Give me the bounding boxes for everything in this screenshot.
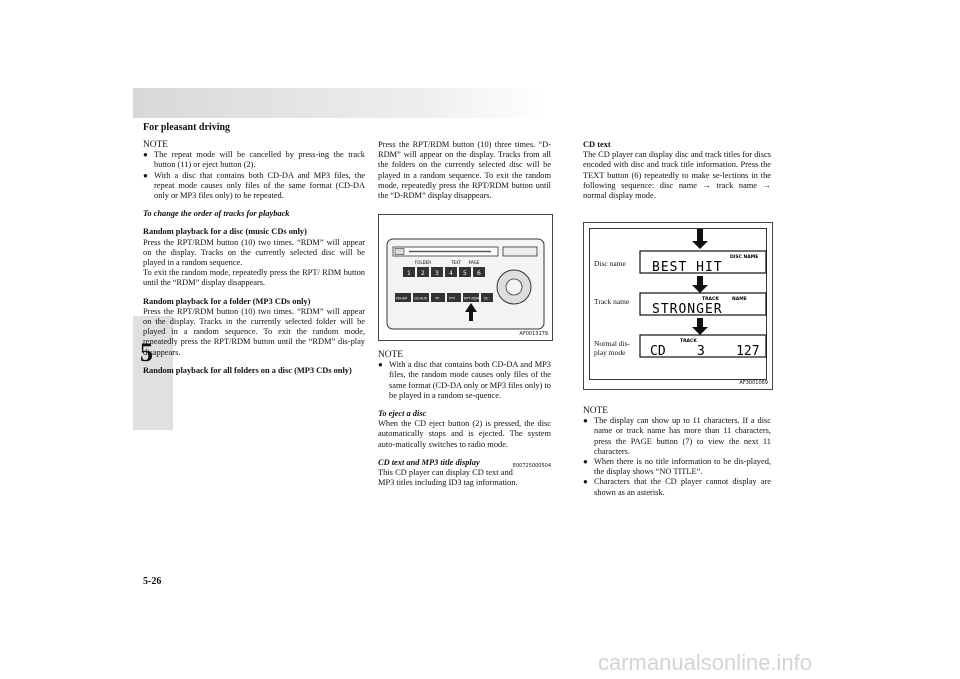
column-2-lower [378, 350, 551, 488]
bottom-button-label: PTY [449, 296, 456, 301]
chapter-number: 5 [140, 338, 153, 367]
figure-code: AF0013179 [519, 331, 548, 337]
cdtext-heading-text: CD text and MP3 title display [378, 457, 480, 467]
preset-label: 4 [449, 270, 453, 277]
lcd-name-tag: NAME [732, 297, 747, 302]
bottom-button-label: FM·AM [396, 296, 408, 301]
header-band [133, 88, 545, 118]
subheading: Random playback for a folder (MP3 CDs only) [143, 296, 311, 306]
arrow-down-icon [692, 276, 708, 293]
note-title: NOTE [143, 140, 168, 150]
label-normal-1: Normal dis- [594, 339, 631, 348]
bottom-button-label: CD·AUX [414, 296, 428, 301]
section-heading: To change the order of tracks for playback [143, 209, 290, 219]
preset-label: 1 [407, 270, 411, 277]
radio-illustration [379, 215, 552, 340]
note-item: ● The display can show up to 11 characters. If a disc name or track name has more than 11 characters, press the PAGE button (7) to view the next 11 characters. [583, 416, 771, 457]
note-item: ● With a disc that contains both CD-DA and MP3 files, the random mode causes only files of the same format (CD-DA only or MP3 files only) to be played in a random se-quence. [378, 360, 551, 401]
lcd-normal-text: CD 3 127 [650, 344, 760, 359]
paragraph: To exit the random mode, repeatedly press the RPT/ RDM button until the “RDM” display disappears. [143, 268, 365, 288]
lcd-track-text: STRONGER [652, 302, 723, 317]
bottom-button-label: SC [484, 296, 489, 301]
label-text: TEXT [451, 260, 462, 265]
bottom-button-label: TP [435, 296, 440, 301]
watermark: carmanualsonline.info [598, 650, 813, 675]
arrow-down-icon [692, 318, 708, 335]
note-title: NOTE [378, 350, 403, 360]
note-item: ● Characters that the CD player cannot display are shown as an asterisk. [583, 477, 771, 497]
label-normal-2: play mode [594, 348, 626, 357]
preset-label: 6 [477, 270, 481, 277]
lcd-disc-text: BEST HIT [652, 260, 723, 275]
lcd-disc-tag: DISC NAME [730, 255, 759, 260]
page-header-title: For pleasant driving [143, 122, 231, 133]
paragraph: Press the RPT/RDM button (10) two times. “RDM” will appear on the display. Tracks on the currently selected disc will be played in a random sequence. [143, 237, 365, 268]
paragraph: Press the RPT/RDM button (10) two times. “RDM” will appear on the display. Tracks in the currently selected folder will be played in a random sequence. To exit the random mode, repeatedly press the RPT/RDM button until the “RDM” dis-play disappears. [143, 306, 365, 357]
display-illustration [584, 223, 772, 389]
paragraph: Press the RPT/RDM button (10) three times. “D-RDM” will appear on the display. Tracks from all the folders on the currently selected disc will be played in a random sequence. To exit the random mode, repeatedly press the RPT/RDM button until the “D-RDM” display disappears. [378, 140, 551, 201]
cdtext-heading [378, 458, 551, 468]
radio-figure [378, 214, 553, 341]
label-disc-name: Disc name [594, 259, 626, 268]
label-folder: FOLDER [415, 260, 432, 265]
paragraph: This CD player can display CD text and MP3 titles including ID3 tag information. [378, 468, 518, 488]
subheading: Random playback for a disc (music CDs only) [143, 227, 307, 237]
column-1 [143, 140, 365, 376]
label-page: PAGE [469, 260, 480, 265]
column-3 [583, 140, 771, 201]
label-track-name: Track name [594, 297, 630, 306]
preset-label: 3 [435, 270, 439, 277]
paragraph: When the CD eject button (2) is pressed, the disc automatically stops and is ejected. The system auto-matically switches to radio mode. [378, 419, 551, 449]
cdtext-heading: CD text [583, 140, 611, 149]
lcd-normal-tag: TRACK [680, 339, 697, 344]
lcd-track-tag: TRACK [702, 297, 719, 302]
column-2 [378, 140, 551, 201]
column-3-lower [583, 406, 771, 498]
note-title: NOTE [583, 406, 608, 416]
preset-label: 2 [421, 270, 425, 277]
page-number: 5-26 [143, 576, 162, 587]
preset-label: 5 [463, 270, 467, 277]
note-item: ● When there is no title information to be dis-played, the display shows “NO TITLE”. [583, 457, 771, 477]
arrow-down-icon [692, 229, 708, 249]
bottom-button-label: RPT·RDM [464, 296, 480, 301]
paragraph: The CD player can display disc and track titles for discs encoded with disc and track title information. Press the TEXT button (6) repeatedly to make se-lections in the following sequence: disc name → track name → normal display mode. [583, 150, 771, 201]
eject-heading: To eject a disc [378, 409, 427, 419]
display-figure [583, 222, 773, 390]
figure-code: AF3001069 [739, 380, 768, 386]
note-item: ● The repeat mode will be cancelled by press-ing the track button (11) or eject button (2). [143, 150, 365, 170]
subheading: Random playback for all folders on a disc (MP3 CDs only) [143, 365, 352, 375]
cdtext-code: E00725000504 [512, 462, 551, 469]
note-item: ● With a disc that contains both CD-DA and MP3 files, the repeat mode causes only files of the same format (CD-DA only or MP3 files only) to be repeated. [143, 171, 365, 202]
